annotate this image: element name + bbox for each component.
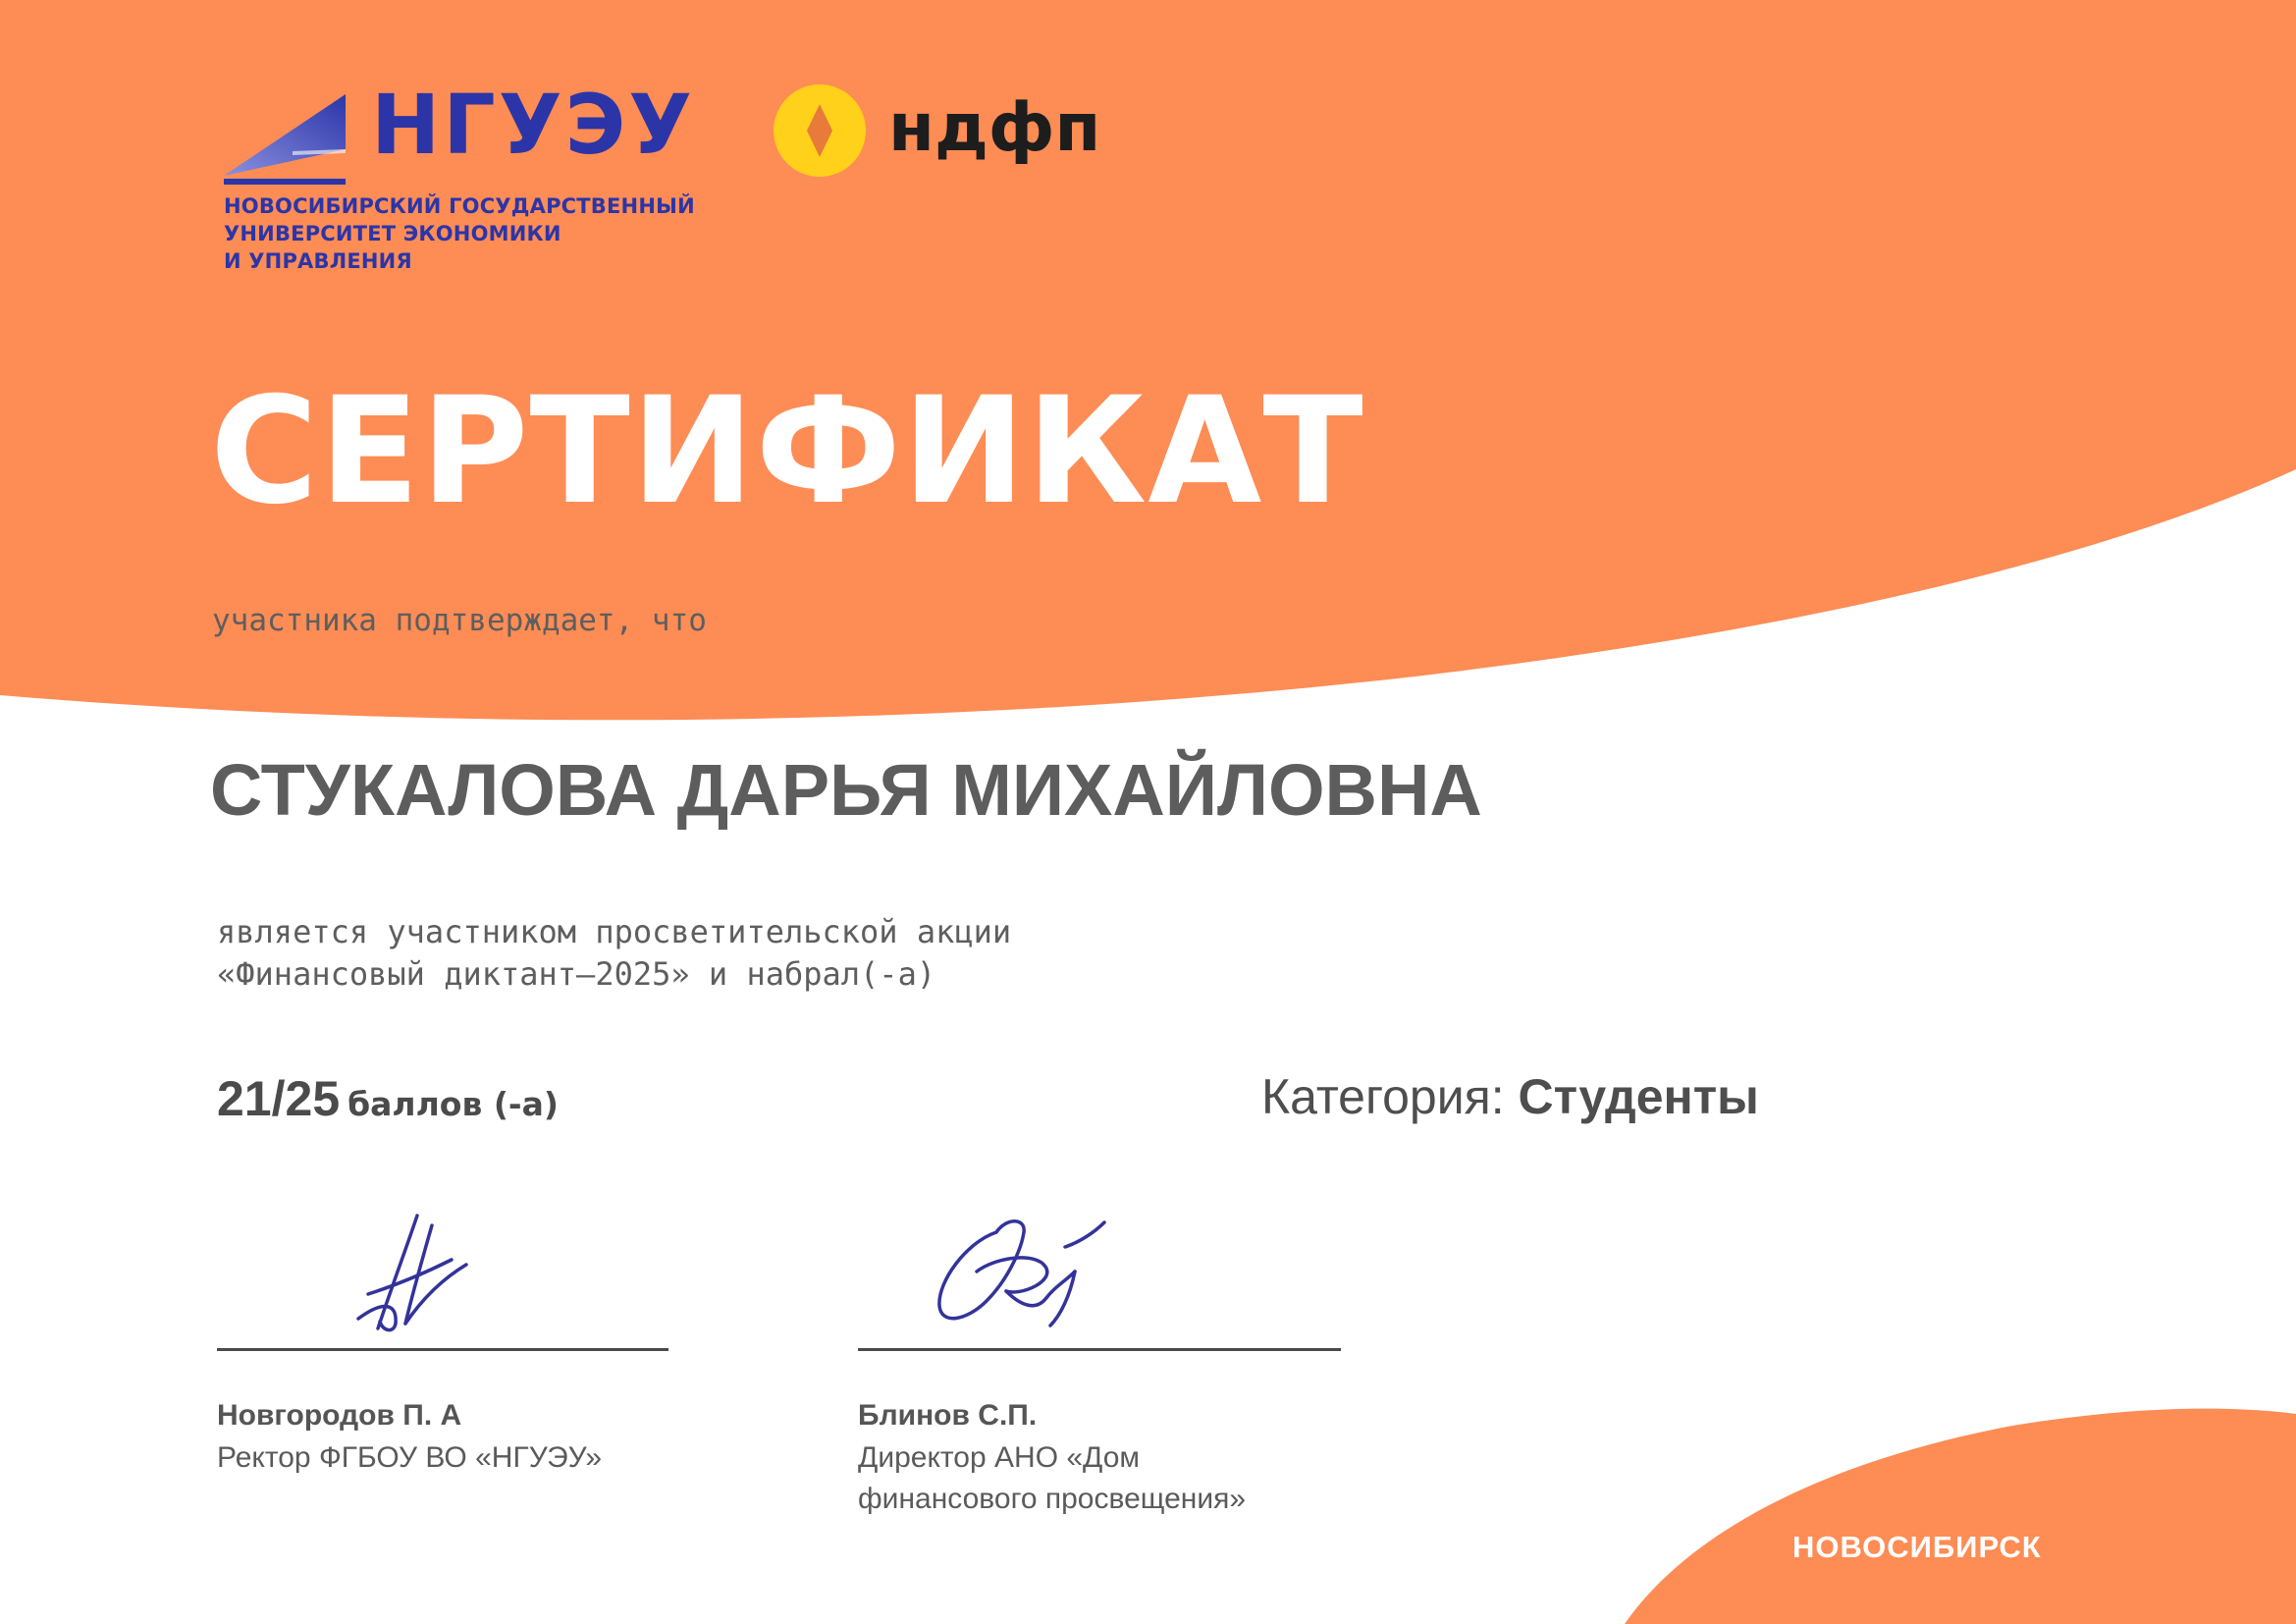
university-name-line: НОВОСИБИРСКИЙ ГОСУДАРСТВЕННЫЙ — [224, 194, 695, 218]
partner-logo-name: ндфп — [888, 89, 1101, 167]
signature-line — [217, 1348, 668, 1351]
recipient-name: СТУКАЛОВА ДАРЬЯ МИХАЙЛОВНА — [210, 749, 1482, 831]
signatory-role-line: Ректор ФГБОУ ВО «НГУЭУ» — [217, 1441, 603, 1474]
signature-blinov — [928, 1213, 1114, 1335]
signature-novgorodov — [339, 1206, 486, 1338]
university-logo-name: НГУЭУ — [371, 77, 695, 173]
yellow-circle-diamond-icon — [772, 82, 868, 179]
score-value: 21/25 — [217, 1071, 341, 1126]
description-line: является участником просветительской акции — [217, 913, 1012, 950]
description-line: «Финансовый диктант–2025» и набрал(-а) — [217, 955, 936, 993]
bottom-orange-wave — [1625, 1409, 2296, 1624]
certificate-title: СЕРТИФИКАТ — [210, 366, 1364, 537]
signatory-name: Блинов С.П. — [858, 1399, 1038, 1432]
signatory-role-line: Директор АНО «Дом — [858, 1441, 1141, 1474]
intro-text: участника подтверждает, что — [212, 603, 707, 638]
university-name-line: И УПРАВЛЕНИЯ — [224, 249, 412, 273]
score-unit: баллов (-а) — [347, 1085, 559, 1123]
category-label: Категория: — [1261, 1069, 1505, 1124]
signature-line — [858, 1348, 1341, 1351]
triangle-stripes-icon — [224, 92, 349, 190]
category-value: Студенты — [1518, 1069, 1759, 1124]
category — [1261, 1068, 1759, 1125]
city-label: НОВОСИБИРСК — [1792, 1530, 2042, 1564]
signatory-role — [858, 1437, 1246, 1520]
signatory-role-line: финансового просвещения» — [858, 1483, 1247, 1515]
university-full-name — [224, 192, 695, 275]
score — [217, 1070, 559, 1127]
signatory-role — [217, 1437, 602, 1479]
signatory-name: Новгородов П. А — [217, 1399, 462, 1432]
university-name-line: УНИВЕРСИТЕТ ЭКОНОМИКИ — [224, 222, 561, 245]
description — [217, 911, 1011, 996]
